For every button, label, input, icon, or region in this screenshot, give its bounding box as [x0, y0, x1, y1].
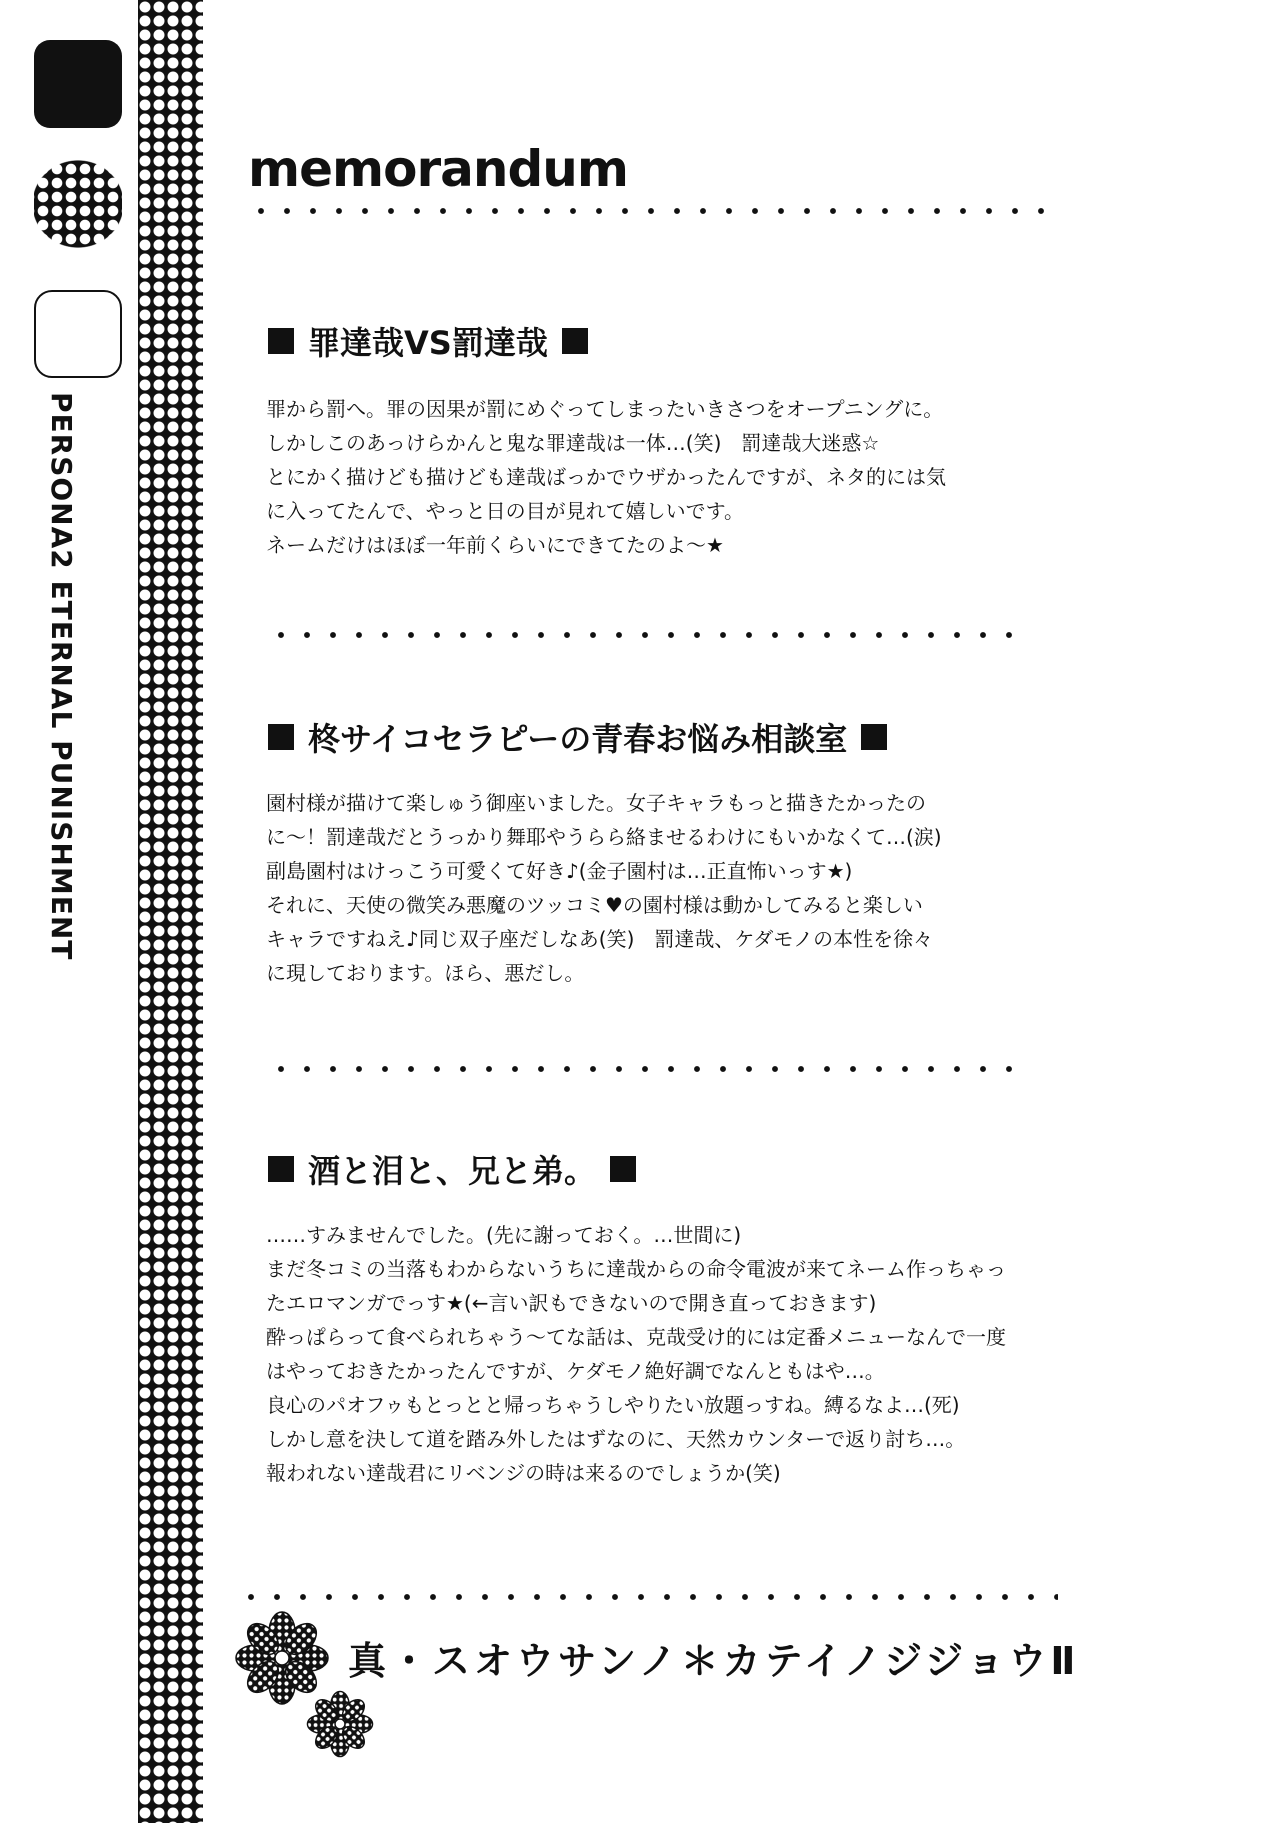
- text-line: まだ冬コミの当落もわからないうちに達哉からの命令電波が来てネーム作っちゃっ: [266, 1257, 1006, 1281]
- square-bullet-icon: [268, 1156, 294, 1182]
- side-tab-dotted: [34, 160, 122, 248]
- text-line: に入ってたんで、やっと日の目が見れて嬉しいです。: [266, 499, 744, 523]
- side-tab-outline: [34, 290, 122, 378]
- section-body: [266, 1218, 1006, 1490]
- section-body: [266, 786, 942, 990]
- text-line: 園村様が描けて楽しゅう御座いました。女子キャラもっと描きたかったの: [266, 791, 926, 815]
- text-line: に現しております。ほら、悪だし。: [266, 961, 585, 985]
- dotted-flower-icon: [306, 1690, 374, 1758]
- section-heading-text: 酒と泪と、兄と弟。: [308, 1152, 597, 1190]
- text-line: ネームだけはほぼ一年前くらいにできてたのよ～★: [266, 533, 724, 557]
- side-tab-solid: [34, 40, 122, 128]
- text-line: 酔っぱらって食べられちゃう～てな話は、克哉受け的には定番メニューなんで一度: [266, 1325, 1006, 1349]
- square-bullet-icon: [562, 328, 588, 354]
- text-line: 報われない達哉君にリベンジの時は来るのでしょうか(笑): [266, 1461, 781, 1485]
- square-bullet-icon: [861, 724, 887, 750]
- section-heading: [268, 714, 887, 760]
- dotted-divider: [268, 632, 1028, 638]
- side-vertical-title: PERSONA2 ETERNAL PUNISHMENT: [45, 392, 78, 961]
- text-line: に～！罰達哉だとうっかり舞耶やうらら絡ませるわけにもいかなくて…(涙): [266, 825, 942, 849]
- section-heading-text: 罪達哉VS罰達哉: [308, 324, 548, 362]
- square-bullet-icon: [268, 328, 294, 354]
- text-line: とにかく描けども描けども達哉ばっかでウザかったんですが、ネタ的には気: [266, 465, 946, 489]
- text-line: それに、天使の微笑み悪魔のツッコミ♥の園村様は動かしてみると楽しい: [266, 893, 923, 917]
- square-bullet-icon: [610, 1156, 636, 1182]
- dotted-divider: [248, 208, 1058, 214]
- section-heading: [268, 318, 588, 364]
- square-bullet-icon: [268, 724, 294, 750]
- dotted-divider: [268, 1066, 1028, 1072]
- section-heading: [268, 1146, 636, 1192]
- text-line: 副島園村はけっこう可愛くて好き♪(金子園村は…正直怖いっす★): [266, 859, 853, 883]
- text-line: キャラですねえ♪同じ双子座だしなあ(笑) 罰達哉、ケダモノの本性を徐々: [266, 927, 934, 951]
- text-line: 罪から罰へ。罪の因果が罰にめぐってしまったいきさつをオープニングに。: [266, 397, 944, 421]
- footer-title: 真・スオウサンノ＊カテイノジジョウⅡ: [348, 1639, 1080, 1683]
- section-body: [266, 392, 946, 562]
- polka-dot-strip: [138, 0, 203, 1823]
- text-line: たエロマンガでっす★(←言い訳もできないので開き直っておきます): [266, 1291, 877, 1315]
- text-line: 良心のパオフゥもとっとと帰っちゃうしやりたい放題っすね。縛るなよ…(死): [266, 1393, 960, 1417]
- text-line: ……すみませんでした。(先に謝っておく。…世間に): [266, 1223, 742, 1247]
- dotted-divider: [238, 1594, 1058, 1600]
- text-line: しかしこのあっけらかんと鬼な罪達哉は一体…(笑) 罰達哉大迷惑☆: [266, 431, 880, 455]
- text-line: はやっておきたかったんですが、ケダモノ絶好調でなんともはや…。: [266, 1359, 885, 1383]
- section-heading-text: 柊サイコセラピーの青春お悩み相談室: [308, 720, 848, 758]
- text-line: しかし意を決して道を踏み外したはずなのに、天然カウンターで返り討ち…。: [266, 1427, 966, 1451]
- page-title: memorandum: [248, 140, 628, 198]
